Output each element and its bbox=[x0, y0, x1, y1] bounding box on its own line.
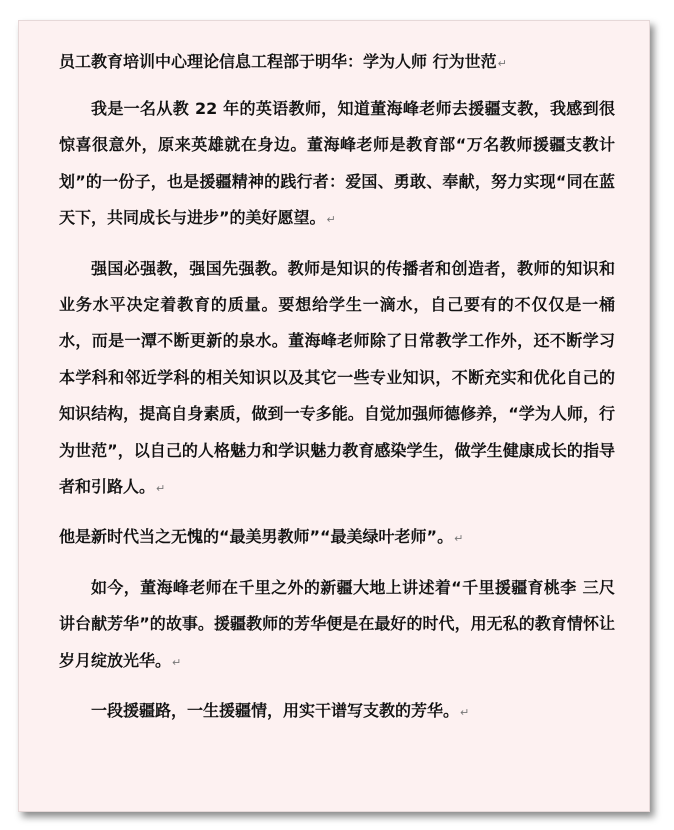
paragraph-mark-icon: ↵ bbox=[172, 655, 182, 669]
paragraph-4: 如今，董海峰老师在千里之外的新疆大地上讲述着“千里援疆育桃李 三尺讲台献芳华”的故事。援疆教师的芳华便是在最好的时代，用无私的教育情怀让岁月绽放光华。↵ bbox=[59, 577, 615, 670]
paragraph-3: 他是新时代当之无愧的“最美男教师”“最美绿叶老师”。↵ bbox=[59, 527, 464, 547]
document-body bbox=[59, 49, 615, 744]
paragraph-5: 一段援疆路，一生援疆情，用实干谱写支教的芳华。↵ bbox=[91, 701, 470, 721]
paragraph-mark-icon: ↵ bbox=[326, 213, 336, 227]
paragraph-mark-icon: ↵ bbox=[156, 482, 166, 496]
paragraph-2: 强国必强教，强国先强教。教师是知识的传播者和创造者，教师的知识和业务水平决定着教育的质量。要想给学生一滴水，自己要有的不仅仅是一桶水，而是一潭不断更新的泉水。董海峰老师除了日常教学工作外，还不断学习本学科和邻近学科的相关知识以及其它一些专业知识，不断充实和优化自己的知识结构，提高自身素质，做到一专多能。自觉加强师德修养，“学为人师，行为世范”，以自己的人格魅力和学识魅力教育感染学生，做学生健康成长的指导者和引路人。↵ bbox=[59, 258, 615, 497]
paragraph-mark-icon: ↵ bbox=[460, 706, 470, 720]
document-title: 员工教育培训中心理论信息工程部于明华：学为人师 行为世范↵ bbox=[59, 52, 507, 71]
document-page bbox=[18, 20, 650, 812]
paragraph-mark-icon: ↵ bbox=[454, 532, 464, 546]
paragraph-mark-icon: ↵ bbox=[497, 57, 507, 70]
paragraph-1: 我是一名从教 22 年的英语教师，知道董海峰老师去援疆支教，我感到很惊喜很意外，原来英雄就在身边。董海峰老师是教育部“万名教师援疆支教计划”的一份子，也是援疆精神的践行者：爱国、勇敢、奉献，努力实现“同在蓝天下，共同成长与进步”的美好愿望。↵ bbox=[59, 99, 615, 228]
